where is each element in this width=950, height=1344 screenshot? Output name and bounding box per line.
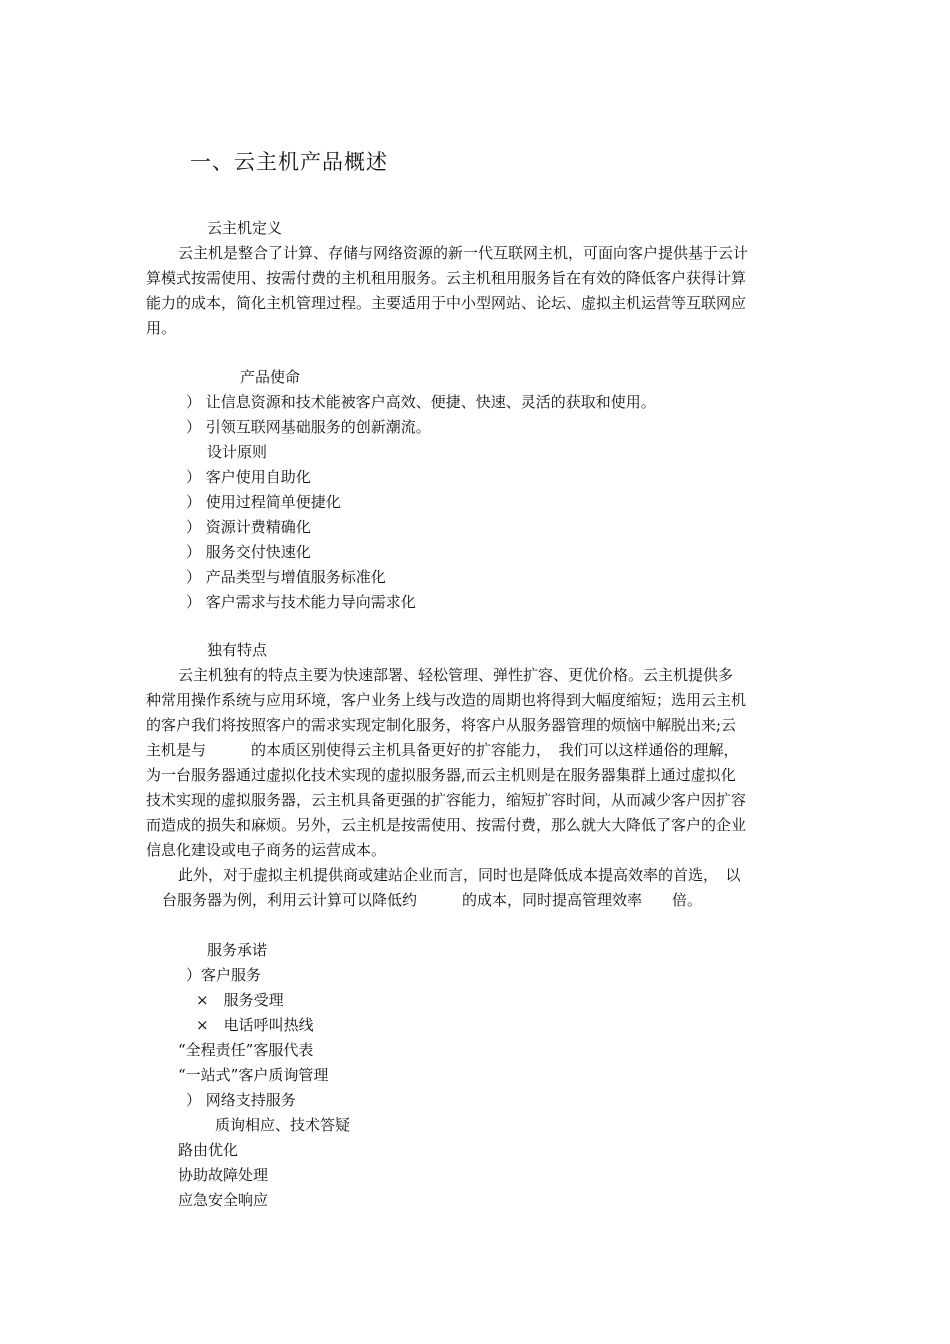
paragraph-line: 种常用操作系统与应用环境，客户业务上线与改造的周期也将得到大幅度缩短；选用云主机 <box>146 691 747 709</box>
paragraph-line: 算模式按需使用、按需付费的主机租用服务。云主机租用服务旨在有效的降低客户获得计算 <box>146 269 747 287</box>
list-item: ） 客户使用自助化 <box>186 468 311 486</box>
list-item: 应急安全响应 <box>178 1191 269 1209</box>
section-heading-service: 服务承诺 <box>207 941 268 959</box>
paragraph-line: 云主机独有的特点主要为快速部署、轻松管理、弹性扩容、更优价格。云主机提供多 <box>178 666 734 684</box>
page-title: 一、云主机产品概述 <box>190 150 388 174</box>
paragraph-line: 能力的成本，简化主机管理过程。主要适用于中小型网站、论坛、虚拟主机运营等互联网应 <box>146 294 747 312</box>
paragraph-line: 云主机是整合了计算、存储与网络资源的新一代互联网主机，可面向客户提供基于云计 <box>178 244 749 262</box>
paragraph-line: 用。 <box>146 319 177 337</box>
features-paragraph <box>146 663 808 863</box>
paragraph-line: 技术实现的虚拟服务器，云主机具备更强的扩容能力，缩短扩容时间，从而减少客户因扩容 <box>146 791 747 809</box>
list-item: 质询相应、技术答疑 <box>215 1116 351 1134</box>
list-item: ） 客户需求与技术能力导向需求化 <box>186 593 416 611</box>
list-item: 协助故障处理 <box>178 1166 269 1184</box>
paragraph-line: 的客户我们将按照客户的需求实现定制化服务，将客户从服务器管理的烦恼中解脱出来;云 <box>146 716 737 734</box>
list-item: ） 使用过程简单便捷化 <box>186 493 341 511</box>
section-heading-features: 独有特点 <box>207 641 268 659</box>
section-heading-principles: 设计原则 <box>207 443 268 461</box>
features-extra-line: 台服务器为例，利用云计算可以降低约 的成本，同时提高管理效率 倍。 <box>162 891 703 909</box>
list-item: ）客户服务 <box>186 966 262 984</box>
list-item: 路由优化 <box>178 1141 239 1159</box>
list-item: ） 引领互联网基础服务的创新潮流。 <box>186 418 431 436</box>
paragraph-line: 而造成的损失和麻烦。另外，云主机是按需使用、按需付费，那么就大大降低了客户的企业 <box>146 816 747 834</box>
list-item: ） 资源计费精确化 <box>186 518 311 536</box>
definition-paragraph <box>146 241 808 341</box>
paragraph-line: 主机是与 的本质区别使得云主机具备更好的扩容能力， 我们可以这样通俗的理解， <box>146 741 739 759</box>
list-item: × 服务受理 <box>196 991 284 1009</box>
section-heading-mission: 产品使命 <box>240 368 301 386</box>
list-item: × 电话呼叫热线 <box>196 1016 314 1034</box>
list-item: “全程责任”客服代表 <box>178 1041 314 1059</box>
section-heading-definition: 云主机定义 <box>207 219 283 237</box>
list-item: ） 网络支持服务 <box>186 1091 296 1109</box>
paragraph-line: 为一台服务器通过虚拟化技术实现的虚拟服务器,而云主机则是在服务器集群上通过虚拟化 <box>146 766 736 784</box>
list-item: ） 产品类型与增值服务标准化 <box>186 568 386 586</box>
features-extra-line: 此外，对于虚拟主机提供商或建站企业而言，同时也是降低成本提高效率的首选， 以 <box>178 866 741 884</box>
list-item: ） 服务交付快速化 <box>186 543 311 561</box>
paragraph-line: 信息化建设或电子商务的运营成本。 <box>146 841 387 859</box>
list-item: “一站式”客户质询管理 <box>178 1066 329 1084</box>
list-item: ） 让信息资源和技术能被客户高效、便捷、快速、灵活的获取和使用。 <box>186 393 656 411</box>
